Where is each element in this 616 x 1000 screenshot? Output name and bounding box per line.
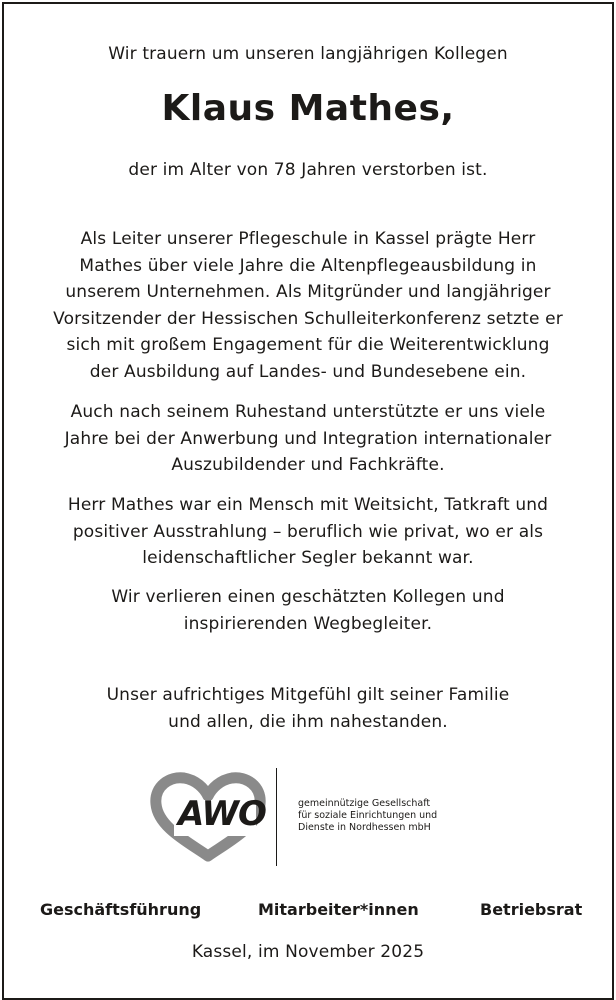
paragraph-line: Vorsitzender der Hessischen Schulleiterkonferenz setzte er bbox=[53, 308, 563, 329]
caption-line: für soziale Einrichtungen und bbox=[298, 810, 438, 821]
paragraph-line: inspirierenden Wegbegleiter. bbox=[183, 613, 433, 634]
deceased-name: Klaus Mathes, bbox=[161, 88, 455, 129]
paragraph-line: Wir verlieren einen geschätzten Kollegen und bbox=[111, 587, 505, 607]
paragraph-line: Unser aufrichtiges Mitgefühl gilt seiner Familie bbox=[106, 685, 510, 705]
paragraph-character bbox=[0, 492, 616, 572]
caption-line: Dienste in Nordhessen mbH bbox=[298, 822, 431, 833]
paragraph-line: Auch nach seinem Ruhestand unterstützte er uns viele bbox=[70, 402, 546, 422]
intro-text: Wir trauern um unseren langjährigen Kollegen bbox=[108, 44, 508, 64]
paragraph-retirement bbox=[0, 399, 616, 479]
paragraph-line: der Ausbildung auf Landes- und Bundesebene ein. bbox=[89, 361, 527, 382]
signatures-row bbox=[0, 900, 616, 924]
age-text: der im Alter von 78 Jahren verstorben ist. bbox=[128, 160, 488, 180]
paragraph-line: und allen, die ihm nahestanden. bbox=[168, 711, 448, 732]
signature-management: Geschäftsführung bbox=[40, 900, 202, 919]
awo-logo bbox=[148, 768, 468, 868]
paragraph-line: Als Leiter unserer Pflegeschule in Kassel prägte Herr bbox=[80, 229, 536, 249]
paragraph-career bbox=[0, 226, 616, 385]
paragraph-line: Herr Mathes war ein Mensch mit Weitsicht, Tatkraft und bbox=[67, 495, 549, 515]
paragraph-condolence bbox=[0, 682, 616, 735]
paragraph-line: positiver Ausstrahlung – beruflich wie privat, wo er als bbox=[72, 521, 544, 542]
paragraph-line: unserem Unternehmen. Als Mitgründer und langjähriger bbox=[65, 282, 551, 302]
caption-line: gemeinnützige Gesellschaft bbox=[298, 798, 431, 809]
paragraph-line: leidenschaftlicher Segler bekannt war. bbox=[142, 548, 474, 568]
paragraph-line: Mathes über viele Jahre die Altenpflegeausbildung in bbox=[79, 255, 537, 276]
paragraph-loss bbox=[0, 584, 616, 637]
signature-employees: Mitarbeiter*innen bbox=[258, 900, 419, 919]
organization-caption bbox=[298, 798, 437, 834]
logo-divider bbox=[276, 768, 277, 866]
place-date: Kassel, im November 2025 bbox=[191, 942, 425, 962]
awo-logo-text: AWO bbox=[178, 794, 266, 834]
signature-works-council: Betriebsrat bbox=[480, 900, 583, 919]
paragraph-line: Auszubildender und Fachkräfte. bbox=[171, 455, 445, 475]
paragraph-line: Jahre bei der Anwerbung und Integration internationaler bbox=[64, 428, 552, 449]
paragraph-line: sich mit großem Engagement für die Weiterentwicklung bbox=[66, 335, 550, 355]
